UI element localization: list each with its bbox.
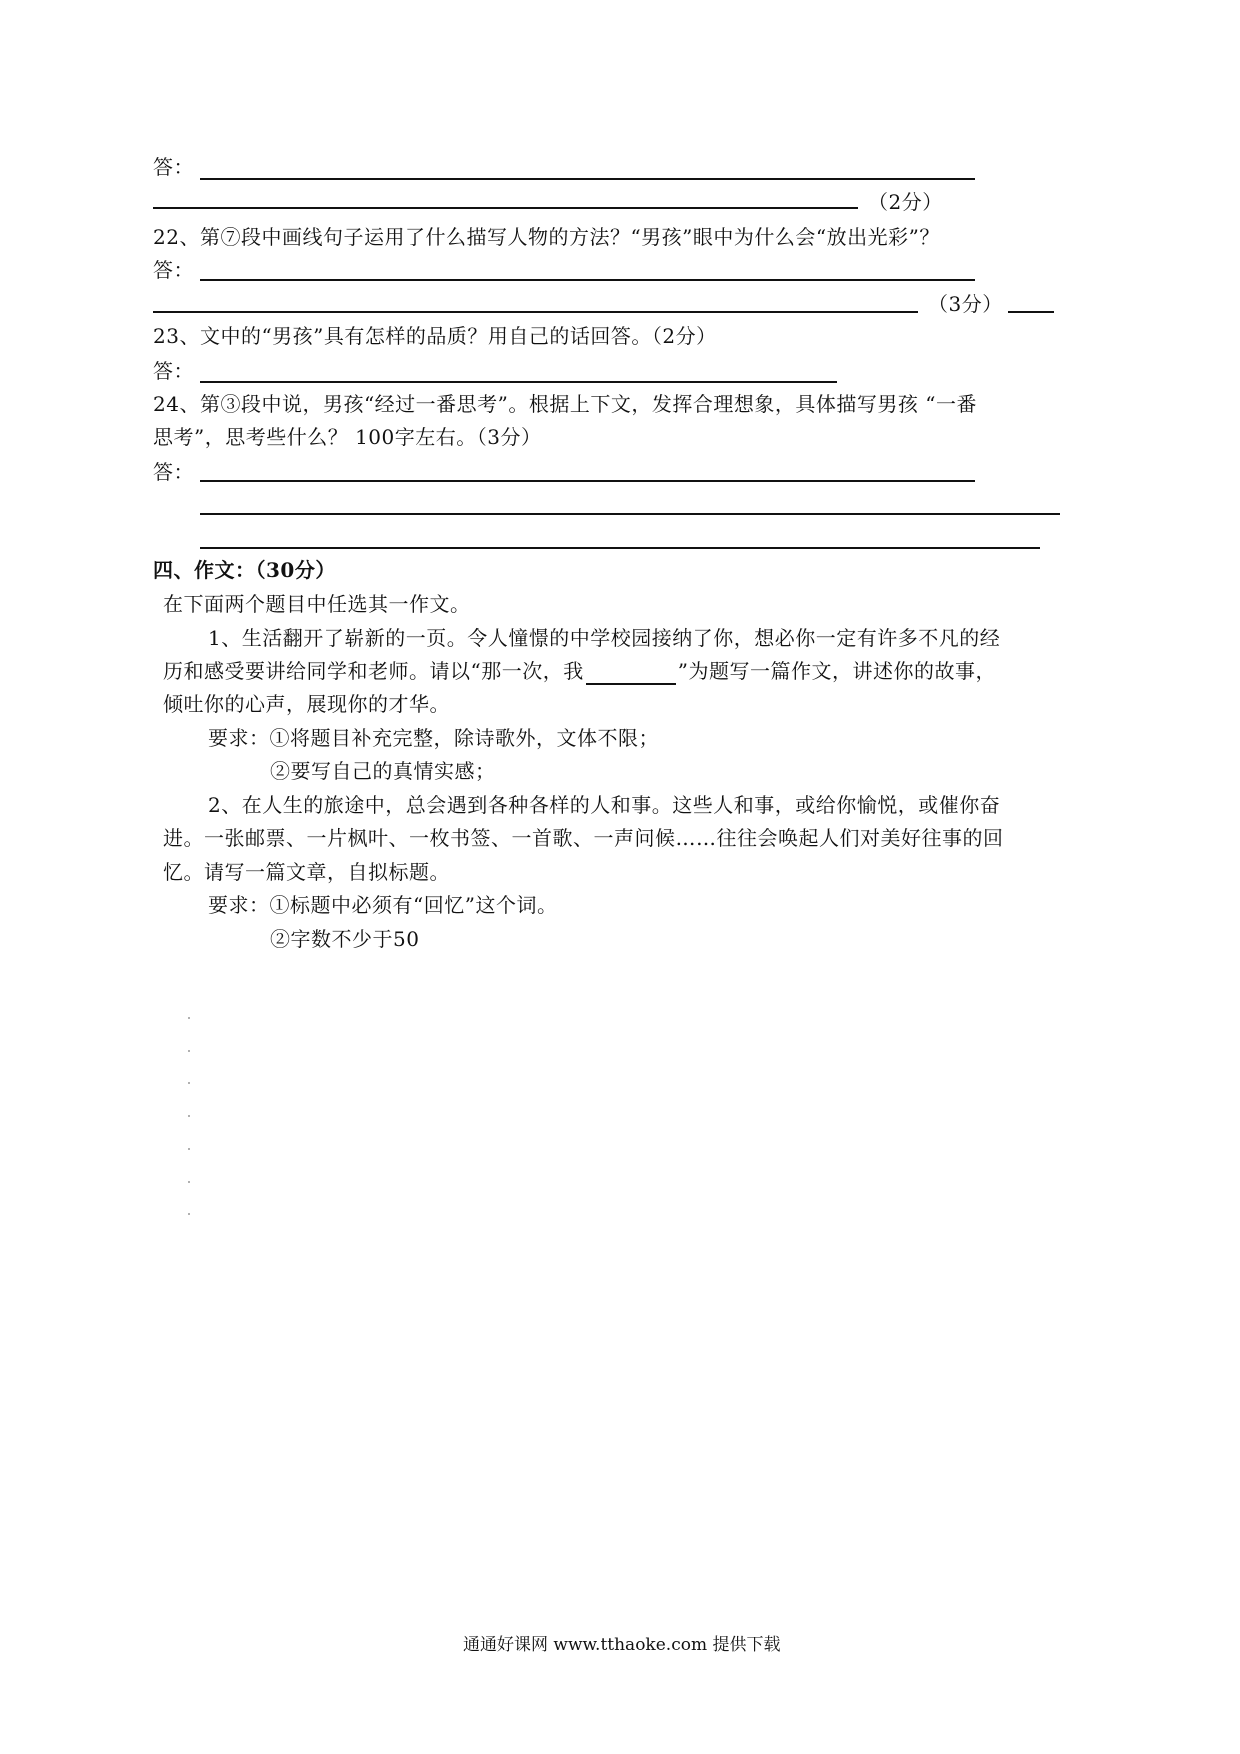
answer-line — [200, 513, 1060, 515]
section-intro: 在下面两个题目中任选其一作文。 — [163, 592, 471, 616]
topic1-req2: ②要写自己的真情实感； — [270, 759, 496, 783]
q23-text: 23、文中的“男孩”具有怎样的品质？用自己的话回答。（2分） — [153, 324, 717, 348]
topic2-req2: ②字数不少于50 — [270, 927, 420, 951]
answer-line — [200, 178, 975, 180]
answer-line — [200, 547, 1040, 549]
answer-line — [1008, 311, 1054, 313]
topic1-line1: 1、生活翻开了崭新的一页。令人憧憬的中学校园接纳了你，想必你一定有许多不凡的经 — [208, 626, 1001, 650]
topic1-line3: 倾吐你的心声，展现你的才华。 — [163, 692, 450, 716]
answer-line — [153, 311, 918, 313]
topic2-line1: 2、在人生的旅途中，总会遇到各种各样的人和事。这些人和事，或给你愉悦，或催你奋 — [208, 793, 1001, 817]
scan-dot — [188, 1050, 190, 1052]
q22-text: 22、第⑦段中画线句子运用了什么描写人物的方法？“男孩”眼中为什么会“放出光彩”？ — [153, 225, 940, 249]
scan-dot — [188, 1213, 190, 1215]
section-heading: 四、作文：（30分） — [153, 558, 336, 582]
answer-line — [200, 381, 837, 383]
page-footer: 通通好课网 www.tthaoke.com 提供下载 — [463, 1635, 781, 1655]
q24-line1: 24、第③段中说，男孩“经过一番思考”。根据上下文，发挥合理想象，具体描写男孩 “一番 — [153, 392, 977, 416]
scan-dot — [188, 1115, 190, 1117]
q22-score: （3分） — [928, 292, 1003, 316]
q21-score: （2分） — [868, 190, 943, 214]
answer-label: 答： — [153, 460, 194, 484]
answer-label: 答： — [153, 359, 194, 383]
scan-dot — [188, 1082, 190, 1084]
answer-line — [200, 279, 975, 281]
answer-label: 答： — [153, 155, 194, 179]
scan-dot — [188, 1181, 190, 1183]
answer-line — [200, 480, 975, 482]
scan-dot — [188, 1148, 190, 1150]
title-blank — [586, 663, 676, 685]
answer-label: 答： — [153, 258, 194, 282]
topic2-line2: 进。一张邮票、一片枫叶、一枚书签、一首歌、一声问候……往往会唤起人们对美好往事的回 — [163, 826, 1004, 850]
scan-dot — [188, 1017, 190, 1019]
answer-line — [153, 207, 858, 209]
topic2-req1: 要求：①标题中必须有“回忆”这个词。 — [208, 893, 558, 917]
topic2-line3: 忆。请写一篇文章，自拟标题。 — [163, 860, 450, 884]
topic1-line2: 历和感受要讲给同学和老师。请以“那一次，我 ”为题写一篇作文，讲述你的故事， — [163, 659, 996, 683]
topic1-req1: 要求：①将题目补充完整，除诗歌外，文体不限； — [208, 726, 659, 750]
q24-line2: 思考”，思考些什么？ 100字左右。（3分） — [153, 425, 542, 449]
